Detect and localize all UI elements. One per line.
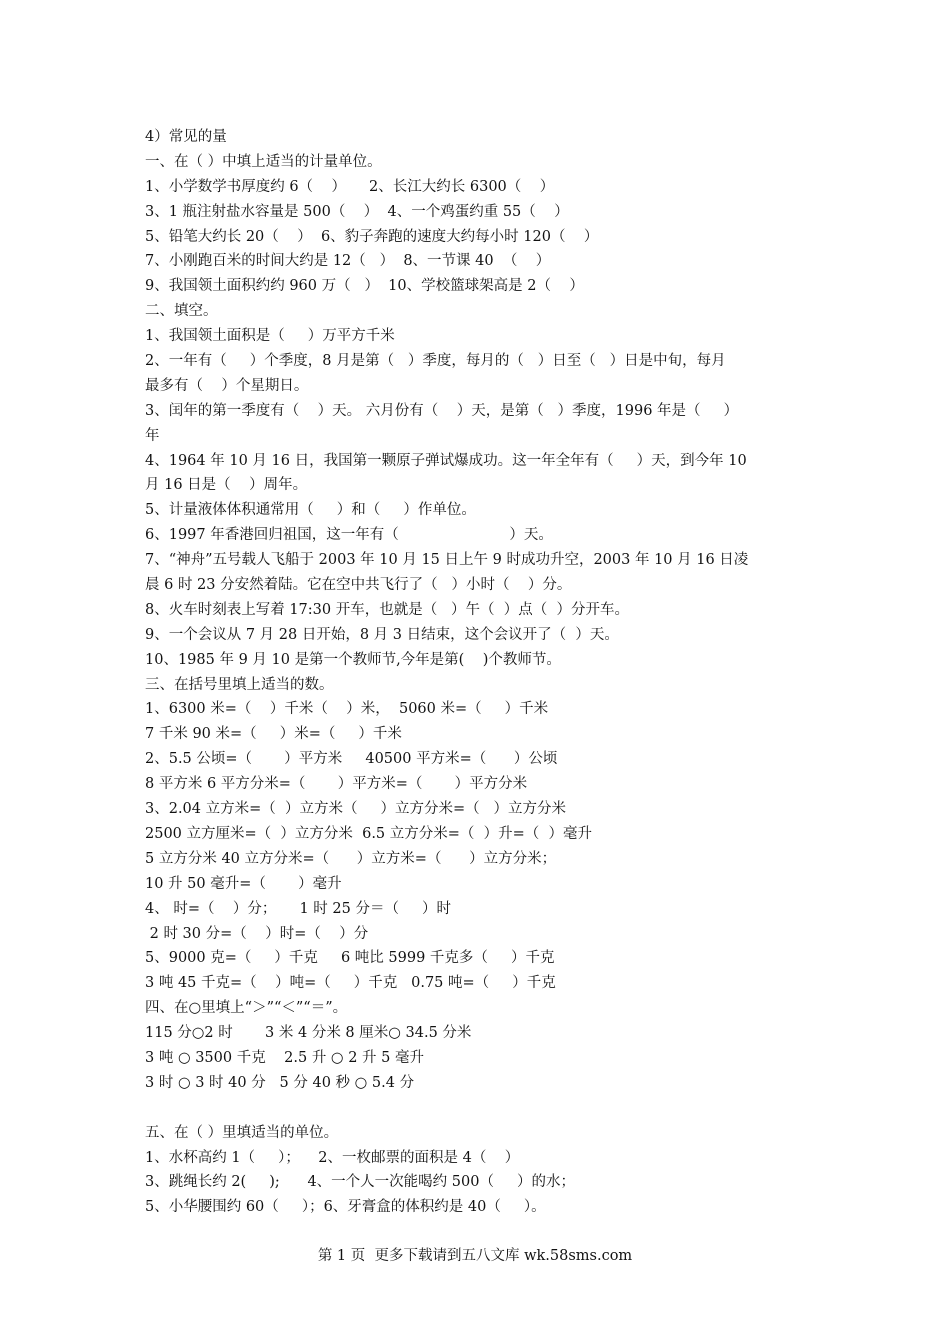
section-title-3: 三、在括号里填上适当的数。: [145, 676, 334, 693]
question-line: 3、闰年的第一季度有（ ）天。 六月份有（ ）天，是第（ ）季度，1996 年是（ ）: [145, 402, 739, 419]
question-line: 3 吨 45 千克=（ ）吨=（ ）千克 0.75 吨=（ ）千克: [145, 975, 556, 992]
question-line: 5、计量液体体积通常用（ ）和（ ）作单位。: [145, 502, 476, 519]
question-line: 5、铅笔大约长 20（ ） 6、豹子奔跑的速度大约每小时 120（ ）: [145, 228, 599, 245]
page-footer: 第 1 页 更多下载请到五八文库 wk.58sms.com: [317, 1248, 633, 1264]
question-line: 10 升 50 毫升=（ ）毫升: [145, 875, 342, 892]
section-title-4: 四、在○里填上“＞”“＜”“＝”。: [145, 1000, 348, 1017]
question-line: 7、小刚跑百米的时间大约是 12（ ） 8、一节课 40 （ ）: [145, 253, 551, 270]
question-line: 7 千米 90 米=（ ）米=（ ）千米: [145, 726, 402, 743]
question-line: 4、1964 年 10 月 16 日，我国第一颗原子弹试爆成功。这一年全年有（ ）天，到今年 10: [145, 452, 747, 469]
section-title-2: 二、填空。: [145, 303, 218, 320]
section-heading: 4）常见的量: [145, 129, 227, 145]
question-line: 2 时 30 分=（ ）时=（ ）分: [145, 925, 369, 942]
question-line: 9、我国领土面积约约 960 万（ ） 10、学校篮球架高是 2（ ）: [145, 278, 584, 295]
question-line: 3、1 瓶注射盐水容量是 500（ ） 4、一个鸡蛋约重 55（ ）: [145, 203, 569, 220]
question-line: 年: [145, 427, 160, 444]
question-line: 5、9000 克=（ ）千克 6 吨比 5999 千克多（ ）千克: [145, 950, 555, 967]
question-line: 最多有（ ）个星期日。: [145, 377, 309, 394]
question-line: 7、“神舟”五号载人飞船于 2003 年 10 月 15 日上午 9 时成功升空，2003 年 10 月 16 日凌: [145, 552, 749, 569]
section-title-5: 五、在（ ）里填适当的单位。: [145, 1124, 339, 1141]
question-line: 1、我国领土面积是（ ）万平方千米: [145, 328, 395, 345]
question-line: 6、1997 年香港回归祖国，这一年有（ ）天。: [145, 527, 553, 544]
question-line: 10、1985 年 9 月 10 是第一个教师节,今年是第( )个教师节。: [145, 651, 561, 668]
question-line: 2、5.5 公顷=（ ）平方米 40500 平方米=（ ）公顷: [145, 751, 558, 768]
question-line: 晨 6 时 23 分安然着陆。它在空中共飞行了（ ）小时（ ）分。: [145, 577, 572, 594]
question-line: 3 吨 ○ 3500 千克 2.5 升 ○ 2 升 5 毫升: [145, 1049, 424, 1066]
question-line: 115 分○2 时 3 米 4 分米 8 厘米○ 34.5 分米: [145, 1025, 472, 1042]
question-line: 3、跳绳长约 2( ); 4、一个人一次能喝约 500（ ）的水；: [145, 1174, 576, 1191]
question-line: 2500 立方厘米=（ ）立方分米 6.5 立方分米=（ ）升=（ ）毫升: [145, 825, 592, 842]
question-line: 3 时 ○ 3 时 40 分 5 分 40 秒 ○ 5.4 分: [145, 1074, 415, 1091]
question-line: 1、小学数学书厚度约 6（ ） 2、长江大约长 6300（ ）: [145, 178, 555, 195]
question-line: 4、 时=（ ）分； 1 时 25 分＝（ ）时: [145, 900, 452, 917]
question-line: 月 16 日是（ ）周年。: [145, 477, 308, 494]
question-line: 1、6300 米=（ ）千米（ ）米， 5060 米=（ ）千米: [145, 701, 549, 718]
section-title-1: 一、在（ ）中填上适当的计量单位。: [145, 153, 382, 170]
question-line: 1、水杯高约 1（ ）； 2、一枚邮票的面积是 4（ ）: [145, 1149, 520, 1166]
question-line: 9、一个会议从 7 月 28 日开始，8 月 3 日结束，这个会议开了（ ）天。: [145, 626, 619, 643]
question-line: 2、一年有（ ）个季度，8 月是第（ ）季度，每月的（ ）日至（ ）日是中旬，每月: [145, 353, 726, 370]
question-line: 8 平方米 6 平方分米=（ ）平方米=（ ）平方分米: [145, 776, 528, 793]
question-line: 5 立方分米 40 立方分米=（ ）立方米=（ ）立方分米；: [145, 850, 557, 867]
worksheet-body: [145, 125, 815, 1220]
question-line: 3、2.04 立方米=（ ）立方米（ ）立方分米=（ ）立方分米: [145, 801, 567, 818]
question-line: 8、火车时刻表上写着 17:30 开车，也就是（ ）午（ ）点（ ）分开车。: [145, 601, 629, 618]
question-line: 5、小华腰围约 60（ ）；6、牙膏盒的体积约是 40（ ）。: [145, 1199, 546, 1216]
blank-line: [145, 1096, 815, 1121]
